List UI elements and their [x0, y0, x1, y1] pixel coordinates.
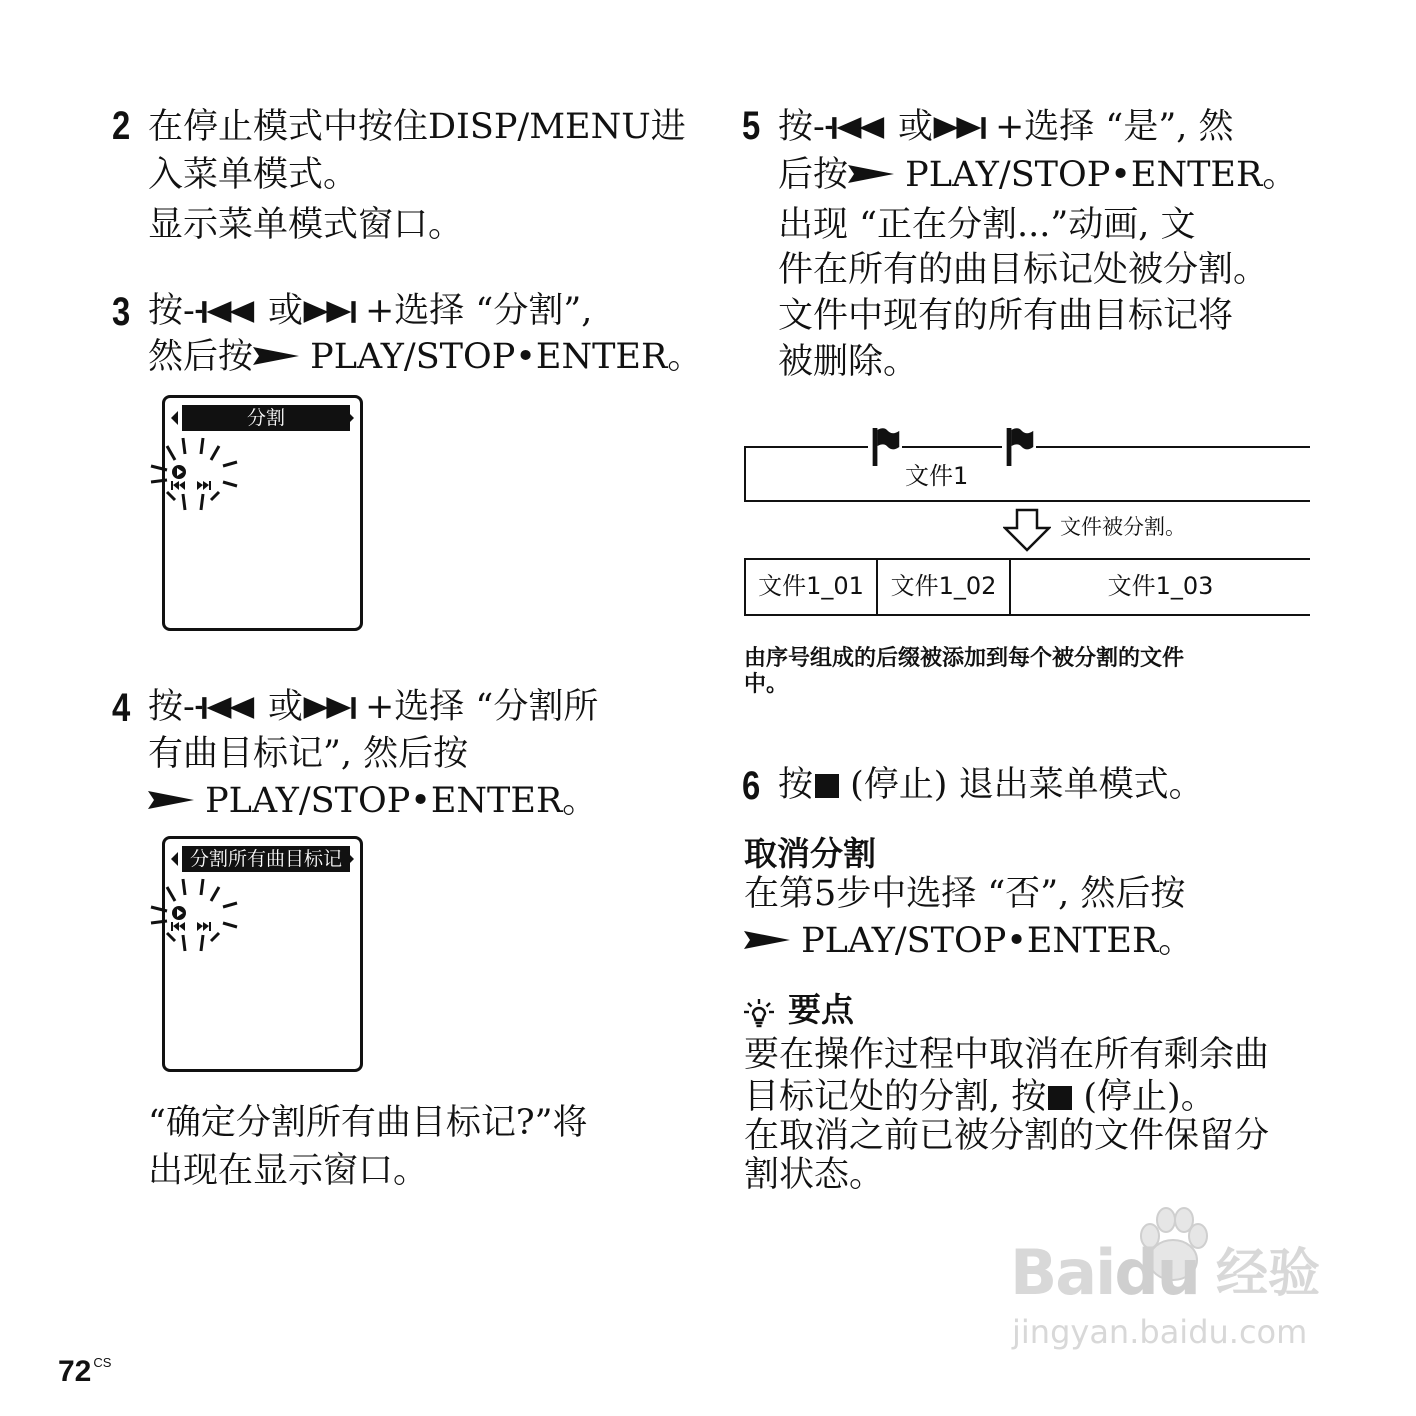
- step-2-instruction-line2: 入菜单模式。: [148, 155, 359, 195]
- cancel-line2: PLAY/STOP•ENTER。: [744, 918, 1193, 965]
- cancel-line1: 在第5步中选择 “否”, 然后按: [744, 874, 1186, 914]
- display-window-split-all: [162, 836, 363, 1072]
- left-arrow-icon: [171, 411, 178, 425]
- blinking-play-icon: [147, 875, 247, 955]
- play-icon: [253, 346, 299, 366]
- step-5-number: 5: [742, 104, 761, 148]
- next-track-icon: [303, 299, 365, 325]
- step-5-instruction-line2: 后按 PLAY/STOP•ENTER。: [778, 155, 1298, 195]
- step-3-instruction-line2: 然后按 PLAY/STOP•ENTER。: [148, 337, 703, 377]
- play-icon: [148, 790, 194, 810]
- tip-line2: 目标记处的分割, 按 (停止)。: [744, 1077, 1216, 1117]
- watermark-brand: Baidu: [1010, 1236, 1199, 1309]
- step-5-result-line1: 出现 “正在分割...”动画, 文: [778, 205, 1196, 245]
- step-4-instruction-line3: PLAY/STOP•ENTER。: [148, 778, 597, 825]
- prev-track-icon: [195, 299, 257, 325]
- step-6-instruction: 按 (停止) 退出菜单模式。: [778, 765, 1204, 805]
- cancel-heading: 取消分割: [744, 834, 876, 873]
- play-icon: [848, 164, 894, 184]
- step-2-number: 2: [112, 104, 131, 148]
- diagram-caption-line2: 中。: [744, 672, 789, 697]
- display-window-split: [162, 395, 363, 631]
- tip-line1: 要在操作过程中取消在所有剩余曲: [744, 1035, 1270, 1075]
- stop-icon: [1048, 1086, 1072, 1110]
- next-track-icon: [933, 115, 995, 141]
- blinking-play-icon: [147, 434, 247, 514]
- tip-heading: 要点: [788, 990, 854, 1029]
- step-6-number: 6: [742, 764, 761, 808]
- page-suffix: CS: [93, 1355, 112, 1370]
- step-5-instruction-line1: 按- 或 +选择 “是”, 然: [778, 107, 1234, 147]
- step-2-result: 显示菜单模式窗口。: [148, 205, 464, 245]
- step-4-instruction-line1: 按- 或 +选择 “分割所: [148, 687, 599, 727]
- step-5-result-line2: 件在所有的曲目标记处被分割。: [778, 250, 1269, 290]
- split-file-part: 文件1_01: [746, 558, 878, 616]
- display-title: 分割所有曲目标记: [182, 846, 350, 872]
- next-track-icon: [303, 695, 365, 721]
- prev-track-icon: [195, 695, 257, 721]
- left-arrow-icon: [171, 852, 178, 866]
- split-file-part: 文件1_03: [1107, 572, 1214, 600]
- right-arrow-icon: [347, 852, 354, 866]
- step-3-instruction-line1: 按- 或 +选择 “分割”,: [148, 291, 593, 331]
- prev-track-icon: [825, 115, 887, 141]
- page-number: 72 $^{CS}$: [58, 1355, 112, 1388]
- display-title: 分割: [182, 405, 350, 431]
- step-4-instruction-line2: 有曲目标记”, 然后按: [148, 734, 469, 774]
- step-4-note-line2: 出现在显示窗口。: [148, 1151, 429, 1191]
- step-4-number: 4: [112, 686, 131, 730]
- diagram-caption-line1: 由序号组成的后缀被添加到每个被分割的文件: [744, 646, 1185, 671]
- watermark-cn: 经验: [1216, 1244, 1321, 1304]
- track-mark-flag-icon: [1004, 428, 1034, 466]
- step-5-result-line3: 文件中现有的所有曲目标记将: [778, 296, 1234, 336]
- stop-icon: [815, 774, 839, 798]
- tip-bulb-icon: [744, 998, 774, 1028]
- track-mark-flag-icon: [870, 428, 900, 466]
- play-icon: [744, 930, 790, 950]
- down-arrow-icon: [1003, 508, 1051, 552]
- step-5-result-line4: 被删除。: [778, 342, 919, 382]
- step-2-instruction-line1: 在停止模式中按住DISP/MENU进: [148, 107, 686, 147]
- watermark-url: jingyan.baidu.com: [1012, 1313, 1308, 1351]
- step-3-number: 3: [112, 290, 131, 334]
- right-arrow-icon: [347, 411, 354, 425]
- step-4-note-line1: “确定分割所有曲目标记?”将: [148, 1103, 588, 1143]
- file-label: 文件1: [905, 462, 969, 490]
- arrow-label: 文件被分割。: [1060, 515, 1186, 539]
- tip-line4: 割状态。: [744, 1155, 885, 1195]
- tip-line3: 在取消之前已被分割的文件保留分: [744, 1116, 1270, 1156]
- split-file-part: 文件1_02: [878, 558, 1011, 616]
